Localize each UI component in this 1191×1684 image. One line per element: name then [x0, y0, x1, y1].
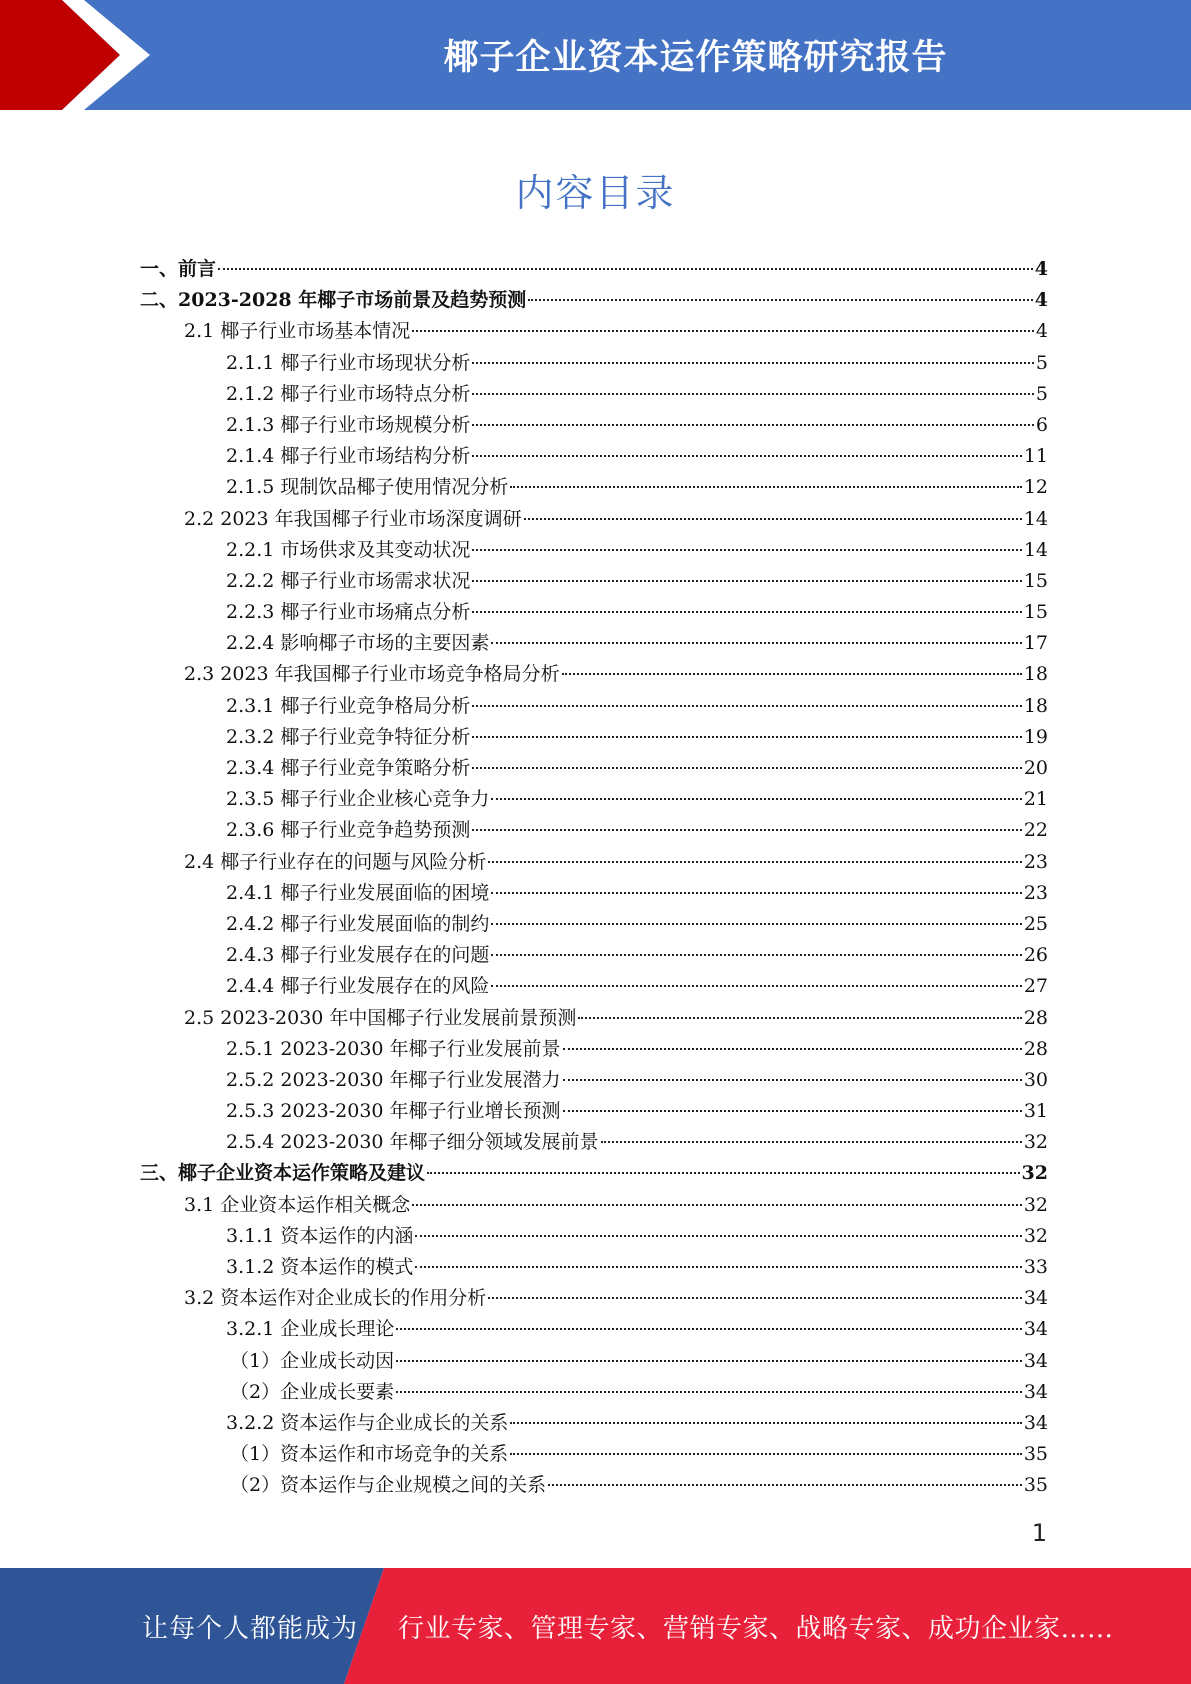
toc-dot-leader [488, 861, 1022, 863]
toc-entry-label: 3.2.2 资本运作与企业成长的关系 [226, 1411, 509, 1434]
toc-entry-label: 3.1.2 资本运作的模式 [226, 1256, 414, 1278]
toc-entry-label: 3.1.1 资本运作的内涵 [226, 1224, 414, 1247]
toc-entry-label: （2）企业成长要素 [230, 1380, 395, 1403]
toc-dot-leader [472, 736, 1021, 738]
toc-dot-leader [412, 330, 1034, 332]
toc-entry-page: 15 [1023, 601, 1048, 624]
toc-entry-label: （1）资本运作和市场竞争的关系 [230, 1443, 509, 1466]
toc-entry-label: （1）企业成长动因 [230, 1349, 395, 1372]
toc-dot-leader [472, 705, 1021, 707]
toc-entry[interactable] [140, 597, 1048, 628]
toc-entry-label: 2.2.1 市场供求及其变动状况 [226, 538, 471, 561]
toc-entry-page: 34 [1023, 1287, 1048, 1310]
toc-entry-page: 14 [1023, 507, 1048, 530]
toc-entry[interactable] [140, 1190, 1048, 1221]
toc-dot-leader [415, 1235, 1021, 1237]
toc-dot-leader [412, 1204, 1022, 1206]
toc-dot-leader [472, 611, 1021, 613]
toc-entry-label: 2.1 椰子行业市场基本情况 [184, 320, 411, 343]
toc-entry-page: 25 [1023, 912, 1048, 935]
toc-entry[interactable] [140, 971, 1048, 1002]
toc-entry[interactable] [140, 566, 1048, 597]
toc-entry[interactable] [140, 1283, 1048, 1314]
toc-dot-leader [562, 673, 1022, 675]
toc-entry-label: 2.5.2 2023-2030 年椰子行业发展潜力 [226, 1068, 561, 1091]
toc-dot-leader [472, 424, 1034, 426]
toc-entry-label: 2.5 2023-2030 年中国椰子行业发展前景预测 [184, 1006, 577, 1029]
toc-entry-page: 33 [1023, 1256, 1048, 1278]
toc-entry-label: （2）资本运作与企业规模之间的关系 [230, 1474, 547, 1497]
toc-entry[interactable] [140, 691, 1048, 722]
toc-dot-leader [396, 1360, 1022, 1362]
toc-entry-label: 3.2.1 企业成长理论 [226, 1318, 395, 1341]
toc-entry-page: 4 [1034, 258, 1048, 280]
toc-entry-page: 28 [1023, 1037, 1048, 1060]
toc-entry-label: 2.1.5 现制饮品椰子使用情况分析 [226, 476, 509, 499]
toc-entry[interactable] [140, 410, 1048, 441]
toc-entry-page: 31 [1023, 1100, 1048, 1123]
toc-entry-page: 34 [1023, 1380, 1048, 1403]
toc-entry-label: 2.2.3 椰子行业市场痛点分析 [226, 601, 471, 624]
toc-entry-page: 14 [1023, 538, 1048, 561]
toc-entry-page: 34 [1023, 1318, 1048, 1341]
toc-entry[interactable] [140, 535, 1048, 566]
toc-dot-leader [510, 1453, 1022, 1455]
toc-entry[interactable] [140, 815, 1048, 846]
toc-dot-leader [472, 455, 1021, 457]
toc-entry-page: 32 [1023, 1131, 1048, 1154]
toc-entry[interactable] [140, 1065, 1048, 1096]
toc-dot-leader [601, 1141, 1022, 1143]
toc-entry-page: 23 [1023, 850, 1048, 873]
toc-entry-page: 23 [1023, 881, 1048, 904]
toc-entry-label: 2.1.1 椰子行业市场现状分析 [226, 351, 471, 374]
toc-dot-leader [563, 1110, 1022, 1112]
header-arrow-decoration [0, 0, 160, 110]
toc-entry-page: 27 [1023, 975, 1048, 998]
toc-entry[interactable] [140, 878, 1048, 909]
toc-entry[interactable] [140, 1470, 1048, 1501]
toc-dot-leader [491, 985, 1021, 987]
toc-entry-page: 12 [1023, 476, 1048, 499]
toc-entry-label: 2.5.4 2023-2030 年椰子细分领域发展前景 [226, 1131, 599, 1154]
toc-entry[interactable] [140, 254, 1048, 285]
footer-slogan-right: 行业专家、管理专家、营销专家、战略专家、成功企业家…… [398, 1613, 1114, 1644]
toc-entry-label: 2.5.3 2023-2030 年椰子行业增长预测 [226, 1100, 561, 1123]
toc-entry[interactable] [140, 1252, 1048, 1283]
toc-entry-page: 5 [1035, 382, 1048, 405]
toc-entry-page: 4 [1034, 289, 1048, 312]
toc-dot-leader [427, 1172, 1020, 1174]
toc-entry-page: 21 [1023, 788, 1048, 811]
toc-dot-leader [491, 642, 1021, 644]
toc-entry[interactable] [140, 1221, 1048, 1252]
footer-slogan-left: 让每个人都能成为 [142, 1613, 359, 1644]
toc-entry-page: 22 [1023, 819, 1048, 842]
toc-entry-label: 3.1 企业资本运作相关概念 [184, 1193, 411, 1216]
toc-dot-leader [491, 923, 1021, 925]
toc-entry-label: 2.4.1 椰子行业发展面临的困境 [226, 881, 490, 904]
toc-dot-leader [472, 362, 1034, 364]
toc-entry[interactable] [140, 379, 1048, 410]
toc-dot-leader [396, 1391, 1022, 1393]
table-of-contents [140, 254, 1048, 1502]
toc-dot-leader [491, 798, 1021, 800]
toc-entry-page: 11 [1023, 445, 1048, 468]
toc-entry-label: 2.2 2023 年我国椰子行业市场深度调研 [184, 507, 522, 530]
toc-entry-page: 32 [1021, 1162, 1048, 1185]
toc-entry[interactable] [140, 1127, 1048, 1158]
page-number: 1 [1031, 1519, 1047, 1547]
toc-entry[interactable] [140, 504, 1048, 535]
toc-dot-leader [472, 829, 1021, 831]
toc-entry-label: 2.3.4 椰子行业竞争策略分析 [226, 757, 471, 779]
toc-entry-label: 2.4 椰子行业存在的问题与风险分析 [184, 850, 487, 873]
toc-entry-page: 32 [1023, 1193, 1048, 1216]
toc-title: 内容目录 [515, 171, 676, 215]
toc-entry[interactable] [140, 1003, 1048, 1034]
toc-dot-leader [510, 1422, 1021, 1424]
toc-entry[interactable] [140, 348, 1048, 379]
toc-dot-leader [578, 1017, 1021, 1019]
toc-entry[interactable] [140, 316, 1048, 347]
page-header [0, 0, 1191, 110]
toc-entry-page: 34 [1023, 1349, 1048, 1372]
toc-entry-page: 30 [1023, 1068, 1048, 1091]
toc-entry-label: 三、椰子企业资本运作策略及建议 [140, 1162, 426, 1185]
toc-entry-label: 2.3.6 椰子行业竞争趋势预测 [226, 819, 471, 842]
toc-entry[interactable] [140, 940, 1048, 971]
toc-entry[interactable] [140, 1096, 1048, 1127]
toc-entry-page: 26 [1023, 944, 1048, 967]
toc-entry[interactable] [140, 628, 1048, 659]
toc-dot-leader [563, 1048, 1022, 1050]
toc-entry-page: 6 [1035, 413, 1048, 436]
toc-entry[interactable] [140, 285, 1048, 316]
toc-entry-page: 4 [1035, 320, 1048, 343]
toc-dot-leader [472, 549, 1021, 551]
toc-entry-page: 34 [1023, 1411, 1048, 1434]
report-title: 椰子企业资本运作策略研究报告 [443, 38, 948, 78]
toc-entry-label: 2.3 2023 年我国椰子行业市场竞争格局分析 [184, 663, 560, 686]
toc-entry-page: 28 [1023, 1006, 1048, 1029]
toc-entry[interactable] [140, 1408, 1048, 1439]
toc-entry-page: 35 [1023, 1443, 1048, 1466]
toc-dot-leader [472, 580, 1021, 582]
toc-dot-leader [472, 393, 1034, 395]
toc-entry-label: 2.1.2 椰子行业市场特点分析 [226, 382, 471, 405]
toc-dot-leader [488, 1297, 1022, 1299]
toc-entry-label: 2.2.4 影响椰子市场的主要因素 [226, 632, 490, 655]
toc-entry-label: 二、2023-2028 年椰子市场前景及趋势预测 [140, 289, 527, 312]
toc-entry-page: 15 [1023, 569, 1048, 592]
toc-dot-leader [218, 268, 1033, 270]
toc-entry-label: 2.1.4 椰子行业市场结构分析 [226, 445, 471, 468]
toc-entry[interactable] [140, 722, 1048, 753]
toc-dot-leader [548, 1484, 1022, 1486]
toc-dot-leader [563, 1079, 1022, 1081]
toc-entry-label: 2.4.4 椰子行业发展存在的风险 [226, 975, 490, 998]
toc-entry[interactable] [140, 847, 1048, 878]
toc-entry-label: 3.2 资本运作对企业成长的作用分析 [184, 1287, 487, 1310]
toc-entry[interactable] [140, 784, 1048, 815]
toc-entry-label: 2.4.3 椰子行业发展存在的问题 [226, 944, 490, 967]
toc-dot-leader [396, 1328, 1021, 1330]
toc-entry-label: 一、前言 [140, 258, 217, 280]
toc-entry[interactable] [140, 659, 1048, 690]
toc-dot-leader [510, 486, 1021, 488]
toc-entry[interactable] [140, 472, 1048, 503]
toc-entry[interactable] [140, 1439, 1048, 1470]
toc-entry-label: 2.1.3 椰子行业市场规模分析 [226, 413, 471, 436]
toc-entry[interactable] [140, 1377, 1048, 1408]
toc-entry-label: 2.4.2 椰子行业发展面临的制约 [226, 912, 490, 935]
toc-dot-leader [491, 954, 1021, 956]
page-footer [0, 1568, 1191, 1684]
toc-entry-page: 32 [1023, 1224, 1048, 1247]
toc-dot-leader [491, 892, 1021, 894]
toc-entry-label: 2.3.5 椰子行业企业核心竞争力 [226, 788, 490, 811]
toc-entry-label: 2.3.1 椰子行业竞争格局分析 [226, 694, 471, 717]
toc-entry-page: 18 [1023, 663, 1048, 686]
toc-entry[interactable] [140, 441, 1048, 472]
toc-entry-label: 2.5.1 2023-2030 年椰子行业发展前景 [226, 1037, 561, 1060]
toc-entry[interactable] [140, 1034, 1048, 1065]
toc-entry-page: 18 [1023, 694, 1048, 717]
toc-dot-leader [472, 767, 1021, 769]
toc-entry[interactable] [140, 1314, 1048, 1345]
toc-entry-page: 5 [1035, 351, 1048, 374]
toc-entry[interactable] [140, 1346, 1048, 1377]
toc-entry[interactable] [140, 909, 1048, 940]
toc-entry-label: 2.2.2 椰子行业市场需求状况 [226, 569, 471, 592]
toc-dot-leader [524, 518, 1022, 520]
toc-entry-page: 19 [1023, 725, 1048, 748]
toc-dot-leader [528, 299, 1033, 301]
toc-entry[interactable] [140, 753, 1048, 784]
toc-entry-page: 17 [1023, 632, 1048, 655]
toc-entry-page: 20 [1023, 757, 1048, 779]
toc-entry-page: 35 [1023, 1474, 1048, 1497]
toc-dot-leader [415, 1266, 1021, 1268]
toc-entry-label: 2.3.2 椰子行业竞争特征分析 [226, 725, 471, 748]
toc-entry[interactable] [140, 1158, 1048, 1189]
